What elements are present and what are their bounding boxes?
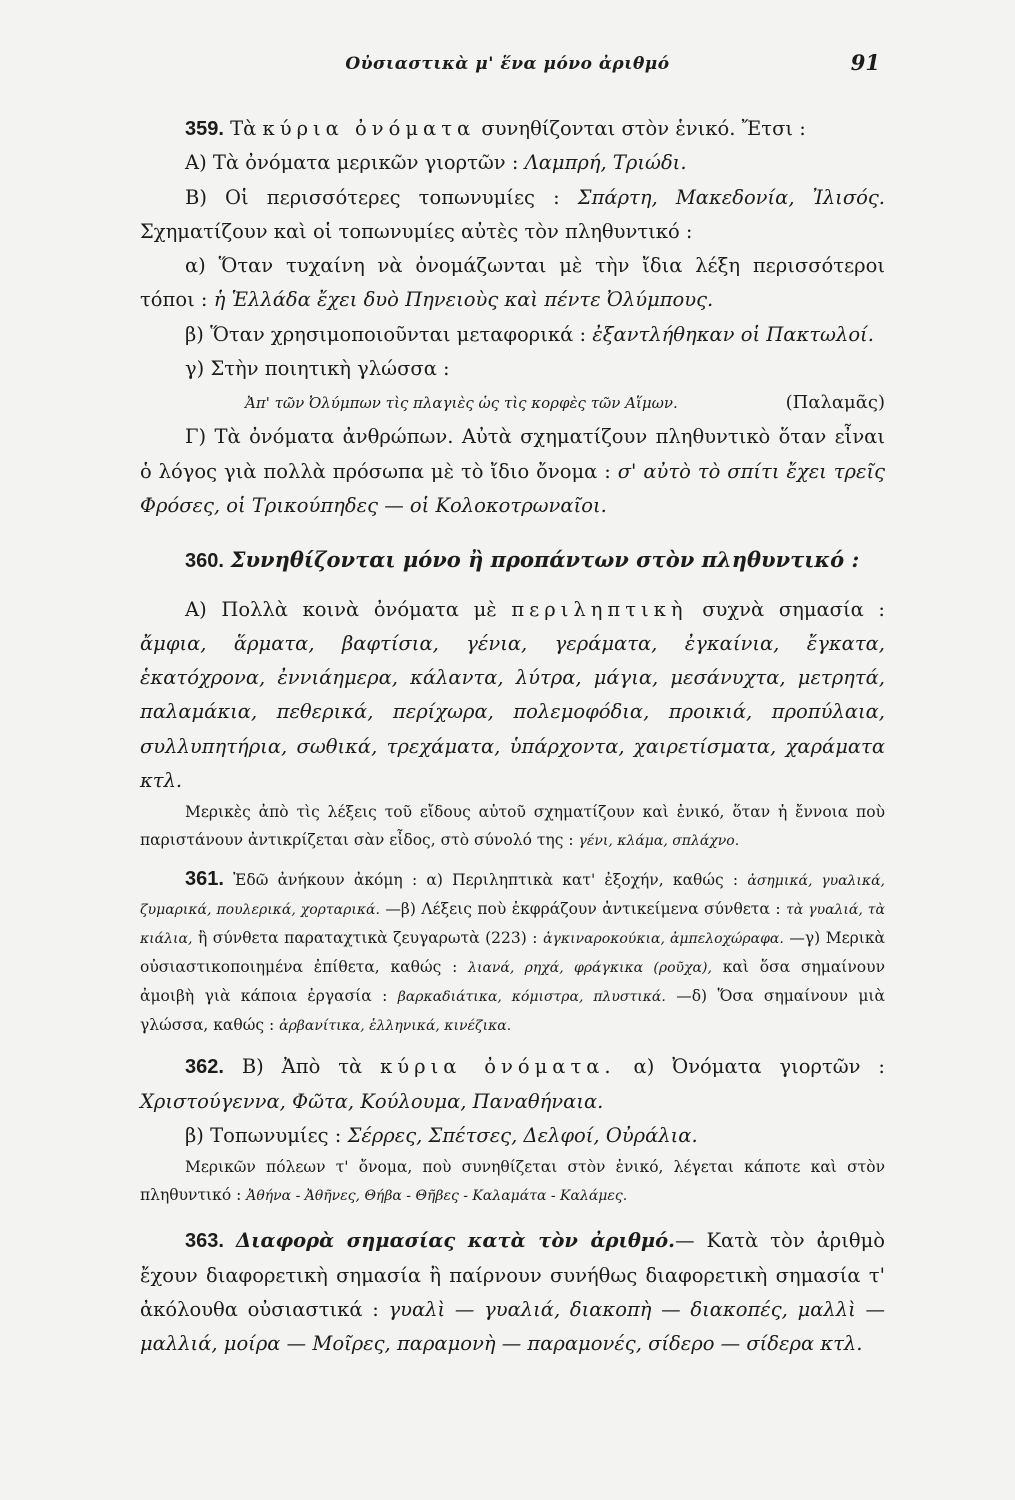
section-heading: Διαφορὰ σημασίας κατὰ τὸν ἀριθμό.	[235, 1229, 675, 1253]
examples: ἀγκιναροκούκια, ἀμπελοχώραφα.	[543, 931, 784, 948]
text: —δ) Ὅσα σημαίνουν μιὰ γλώσσα, καθώς :	[140, 987, 885, 1035]
text: Τὰ	[230, 117, 257, 140]
section-359-c	[140, 420, 885, 523]
text: β) Ὅταν χρησιμοποιοῦνται μεταφορικά :	[185, 322, 587, 346]
text: καὶ ὅσα σημαίνουν ἀμοιβὴ γιὰ κάποια ἐργασία :	[140, 958, 885, 1006]
text: —γ) Μερικὰ οὐσιαστικοποιημένα ἐπίθετα, καθώς :	[140, 929, 885, 977]
page-number: 91	[850, 50, 880, 75]
page-header	[0, 50, 1015, 80]
section-359-gamma	[140, 352, 885, 386]
section-363	[140, 1224, 885, 1361]
text: συνηθίζονται στὸν ἑνικό. Ἔτσι :	[481, 117, 806, 140]
examples: σ' αὐτὸ τὸ σπίτι ἔχει τρεῖς Φρόσες, οἱ Τρικούπηδες — οἱ Κολοκοτρωναῖοι.	[140, 459, 886, 517]
examples: βαρκαδιάτικα, κόμιστρα, πλυστικά.	[397, 989, 666, 1006]
examples: Χριστούγεννα, Φῶτα, Κούλουμα, Παναθήναια.	[140, 1089, 604, 1113]
section-360-a	[140, 593, 885, 799]
text: —β) Λέξεις ποὺ ἐκφράζουν ἀντικείμενα σύνθετα :	[385, 900, 781, 919]
spaced-term: περιληπτικὴ	[511, 597, 688, 621]
examples: Σπάρτη, Μακεδονία, Ἰλισός.	[577, 185, 886, 209]
examples: Σέρρες, Σπέτσες, Δελφοί, Οὐράλια.	[347, 1123, 698, 1147]
poetry-quote	[140, 386, 885, 420]
section-362-b	[140, 1119, 885, 1153]
examples: ἄμφια, ἅρματα, βαφτίσια, γένια, γεράματα, ἐγκαίνια, ἔγκατα, ἑκατόχρονα, ἐννιάημερα, κάλαντα, λύτρα, μάγια, μεσάνυχτα, μετρητά, παλαμάκια, πεθερικά, περίχωρα, πολεμοφόδια, προικιά, προπύλαια, συλλυπητήρια, σωθικά, τρεχάματα, ὑπάρχοντα, χαιρετίσματα, χαράματα κτλ.	[140, 631, 885, 793]
section-361	[140, 865, 885, 1040]
examples: ἡ Ἑλλάδα ἔχει δυὸ Πηνειοὺς καὶ πέντε Ὀλύμπους.	[213, 288, 714, 312]
text: Β) Οἱ περισσότερες τοπωνυμίες :	[185, 185, 560, 209]
examples: λιανά, ρηχά, φράγκικα (ροῦχα),	[468, 960, 712, 977]
quote-source: (Παλαμᾶς)	[785, 392, 885, 414]
section-number: 362.	[185, 1056, 224, 1079]
spaced-term: κύρια ὀνόματα	[262, 117, 476, 140]
section-360-note	[140, 798, 885, 855]
text: Β) Ἀπὸ τὰ	[241, 1055, 363, 1079]
text: Γ) Τὰ ὀνόματα ἀνθρώπων. Αὐτὰ σχηματίζουν πληθυντικὸ ὅταν εἶναι ὁ λόγος γιὰ πολλὰ πρόσωπα μὲ τὸ ἴδιο ὄνομα :	[140, 425, 885, 483]
text: Μερικῶν πόλεων τ' ὄνομα, ποὺ συνηθίζεται στὸν ἑνικό, λέγεται κάποτε καὶ στὸν πληθυντικό :	[140, 1158, 885, 1205]
section-number: 361.	[185, 868, 224, 891]
section-number: 359.	[185, 118, 224, 140]
section-359-intro	[140, 112, 885, 146]
examples: γυαλὶ — γυαλιά, διακοπὴ — διακοπές, μαλλὶ — μαλλιά, μοίρα — Μοῖρες, παραμονὴ — παραμονές, σίδερο — σίδερα κτλ.	[140, 1297, 885, 1356]
section-359-alpha	[140, 249, 885, 318]
section-359-a	[140, 146, 885, 180]
examples: ἀσημικά, γυαλικά, ζυμαρικά, πουλερικά, χορταρικά.	[140, 873, 885, 919]
spaced-term: κύρια ὀνόματα.	[380, 1055, 616, 1079]
section-number: 363.	[185, 1230, 224, 1253]
section-362-note	[140, 1153, 885, 1210]
quote-text: Ἀπ' τῶν Ὀλύμπων τὶς πλαγιὲς ὡς τὶς κορφὲς τῶν Αἵμων.	[245, 394, 678, 413]
examples: ἐξαντλήθηκαν οἱ Πακτωλοί.	[592, 322, 874, 346]
page-body	[140, 112, 885, 1361]
section-heading: Συνηθίζονται μόνο ἢ προπάντων στὸν πληθυντικό :	[230, 547, 860, 573]
examples: γένι, κλάμα, σπλάχνο.	[578, 833, 740, 850]
examples: ἀρβανίτικα, ἑλληνικά, κινέζικα.	[279, 1018, 512, 1035]
text: β) Τοπωνυμίες :	[185, 1123, 342, 1147]
text: Α) Πολλὰ κοινὰ ὀνόματα μὲ	[185, 597, 497, 621]
section-362	[140, 1050, 885, 1119]
text: Μερικὲς ἀπὸ τὶς λέξεις τοῦ εἴδους αὐτοῦ σχηματίζουν καὶ ἑνικό, ὅταν ἡ ἔννοια ποὺ παριστάνουν ἀντικρίζεται σὰν εἶδος, στὸ σύνολό της :	[140, 803, 885, 850]
examples: τὰ γυαλιά, τὰ κιάλια,	[140, 902, 885, 948]
running-title: Οὐσιαστικὰ μ' ἕνα μόνο ἀριθμό	[345, 54, 670, 74]
text: α) Ὀνόματα γιορτῶν :	[633, 1055, 885, 1079]
text: ἢ σύνθετα παραταχτικὰ ζευγαρωτὰ (223) :	[197, 929, 538, 948]
text: συχνὰ σημασία :	[702, 597, 886, 621]
text: γ) Στὴν ποιητικὴ γλώσσα :	[185, 357, 450, 381]
text: α) Ὅταν τυχαίνη νὰ ὀνομάζωνται μὲ τὴν ἴδια λέξη περισσότεροι τόποι :	[140, 254, 885, 312]
text: Ἐδῶ ἀνήκουν ἀκόμη : α) Περιληπτικὰ κατ' ἐξοχήν, καθώς :	[233, 871, 739, 890]
text: Σχηματίζουν καὶ οἱ τοπωνυμίες αὐτὲς τὸν πληθυντικό :	[140, 219, 693, 243]
section-359-beta	[140, 318, 885, 352]
section-359-b	[140, 181, 885, 250]
examples: Ἀθήνα - Ἀθῆνες, Θήβα - Θῆβες - Καλαμάτα - Καλάμες.	[246, 1188, 628, 1205]
text: — Κατὰ τὸν ἀριθμὸ ἔχουν διαφορετικὴ σημασία ἢ παίρνουν συνήθως διαφορετικὴ σημασία τ' ἀκόλουθα οὐσιαστικά :	[140, 1229, 886, 1321]
text: Α) Τὰ ὀνόματα μερικῶν γιορτῶν :	[185, 151, 519, 175]
section-number: 360.	[185, 550, 224, 573]
section-360-heading	[140, 543, 885, 578]
examples: Λαμπρή, Τριώδι.	[524, 151, 687, 175]
